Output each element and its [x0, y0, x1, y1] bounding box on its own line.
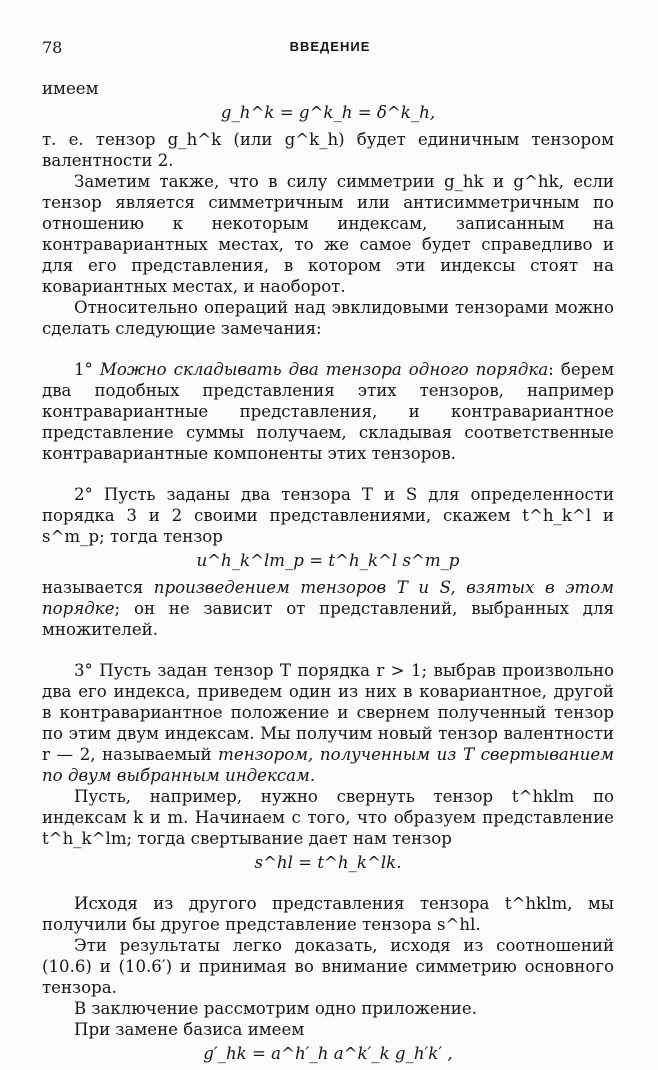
rule-2-number: 2°: [74, 485, 93, 504]
formula-unit-tensor: g_h^k = g^k_h = δ^k_h,: [220, 103, 436, 122]
rule-1-text: : берем два подобных представления этих тензоров, например контравариантные представления, и контравариантное представление суммы получаем, складывая соответственные контравариантные компоненты этих тензоров.: [42, 360, 614, 463]
formula-contraction: s^hl = t^h_k^lk.: [254, 853, 402, 872]
paragraph-product: [42, 577, 614, 640]
rule-3-text: Пусть задан тензор T порядка r > 1; выбрав произвольно два его индекса, приведем один из них в ковариантное, другой в контравариантное положение и свернем полученный тензор по этим двум индексам. Мы получим новый тензор валентности r — 2, называемый: [42, 661, 614, 764]
rule-3: [42, 660, 614, 786]
paragraph-symmetry: Заметим также, что в силу симметрии g_hk и g^hk, если тензор является симметричным или антисимметричным по отношению к некоторым индексам, записанным на контравариантных местах, то же самое будет справедливо и для его представления, в котором эти индексы стоят на ковариантных местах, и наоборот.: [42, 172, 614, 296]
running-title: ВВЕДЕНИЕ: [289, 39, 371, 54]
page-body: [42, 78, 614, 1070]
product-text-2: ; он не зависит от представлений, выбранных для множителей.: [42, 599, 614, 639]
product-emphasis: произведением тензоров T и S, взятых в этом порядке: [42, 578, 615, 618]
page-number: 78: [42, 38, 63, 57]
rule-1-emphasis: Можно складывать два тензора одного порядка: [99, 360, 549, 379]
paragraph-basis: При замене базиса имеем: [74, 1020, 305, 1039]
rule-2-text: Пусть заданы два тензора T и S для определенности порядка 3 и 2 своими представлениями, скажем t^h_k^l и s^m_p; тогда тензор: [42, 485, 614, 546]
rule-1-number: 1°: [74, 360, 93, 379]
formula-product: u^h_k^lm_p = t^h_k^l s^m_p: [196, 551, 460, 570]
product-text-1: называется: [42, 578, 154, 597]
intro-text: имеем: [42, 79, 99, 98]
paragraph-example: Пусть, например, нужно свернуть тензор t^hklm по индексам k и m. Начинаем с того, что образуем представление t^h_k^lm; тогда свертывание дает нам тензор: [42, 787, 614, 848]
rule-3-emphasis: тензором, полученным из T свертыванием по двум выбранным индексам.: [42, 745, 614, 785]
formula-basis-change: g′_hk = a^h′_h a^k′_k g_h′k′ ,: [203, 1044, 453, 1063]
paragraph-conclusion: В заключение рассмотрим одно приложение.: [74, 999, 477, 1018]
paragraph-unit-tensor: т. е. тензор g_h^k (или g^k_h) будет единичным тензором валентности 2.: [42, 130, 614, 170]
rule-3-number: 3°: [74, 661, 93, 680]
paragraph-operations: Относительно операций над эвклидовыми тензорами можно сделать следующие замечания:: [42, 298, 614, 338]
page-header: [42, 38, 618, 60]
rule-2: [42, 484, 614, 547]
paragraph-results: Эти результаты легко доказать, исходя из соотношений (10.6) и (10.6′) и принимая во внимание симметрию основного тензора.: [42, 936, 614, 997]
rule-1: [42, 359, 614, 464]
paragraph-other-representation: Исходя из другого представления тензора t^hklm, мы получили бы другое представление тензора s^hl.: [42, 894, 614, 934]
